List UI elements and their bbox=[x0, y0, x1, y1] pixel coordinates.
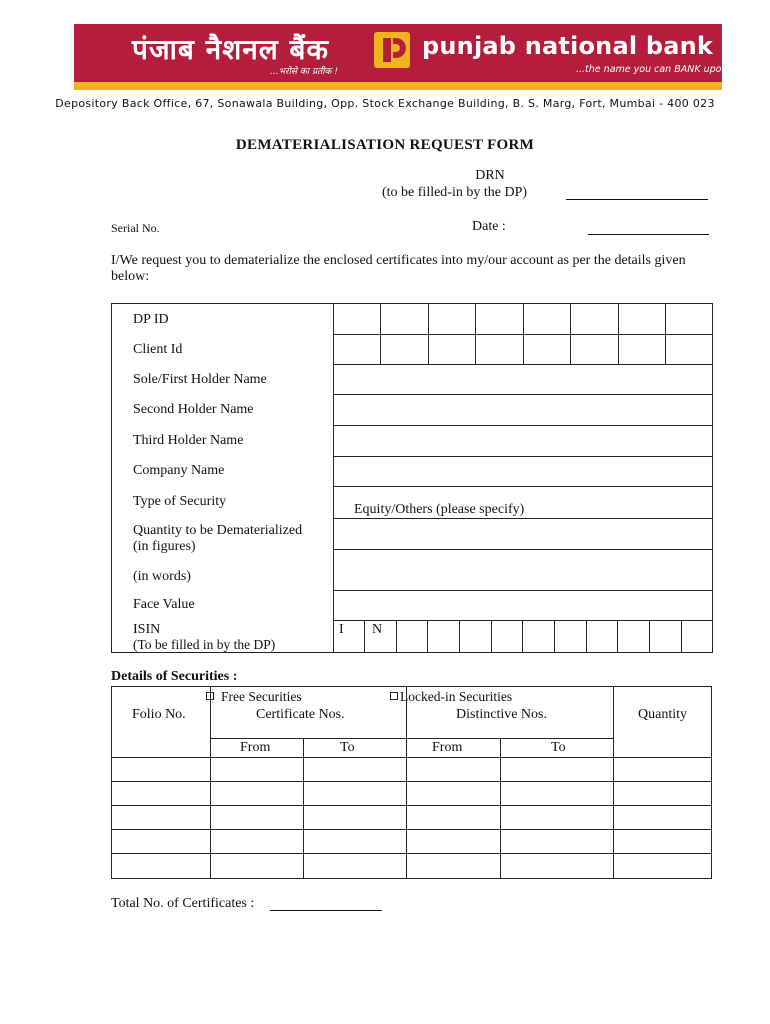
isin-prefix-n: N bbox=[372, 622, 383, 637]
isin-prefix-i: I bbox=[339, 622, 344, 637]
distinctive-header: Distinctive Nos. bbox=[456, 707, 547, 722]
second-holder-label: Second Holder Name bbox=[133, 402, 254, 417]
dp-id-label: DP ID bbox=[133, 312, 169, 327]
face-value-label: Face Value bbox=[133, 597, 195, 612]
table-row[interactable] bbox=[112, 806, 712, 830]
quantity-header: Quantity bbox=[638, 707, 687, 722]
company-name-label: Company Name bbox=[133, 463, 225, 478]
isin-note: (To be filled in by the DP) bbox=[133, 637, 276, 652]
client-id-label: Client Id bbox=[133, 342, 183, 357]
locked-securities-toggle[interactable] bbox=[388, 690, 400, 702]
drn-label: DRN bbox=[475, 168, 505, 183]
total-certificates-field[interactable] bbox=[270, 910, 382, 911]
free-securities-toggle[interactable] bbox=[204, 690, 216, 702]
folio-header: Folio No. bbox=[132, 707, 186, 722]
distinctive-to-header: To bbox=[551, 740, 566, 755]
certificate-header: Certificate Nos. bbox=[256, 707, 345, 722]
certificate-to-header: To bbox=[340, 740, 355, 755]
total-certificates-label: Total No. of Certificates : bbox=[111, 896, 255, 911]
certificate-from-header: From bbox=[240, 740, 271, 755]
serial-label: Serial No. bbox=[111, 221, 160, 235]
tagline-hindi: ...भरोसे का प्रतीक ! bbox=[270, 67, 338, 77]
qty-figures-label-2: (in figures) bbox=[133, 539, 196, 554]
bank-name-hindi: पंजाब नैशनल बैंक bbox=[132, 33, 330, 66]
tagline-english: ...the name you can BANK upon ! bbox=[576, 64, 735, 75]
table-row[interactable] bbox=[112, 854, 712, 878]
table-row[interactable] bbox=[112, 830, 712, 854]
distinctive-from-header: From bbox=[432, 740, 463, 755]
office-address: Depository Back Office, 67, Sonawala Building, Opp. Stock Exchange Building, B. S. Marg, Fort, Mumbai - 400 023 bbox=[55, 97, 715, 110]
isin-label: ISIN bbox=[133, 622, 161, 637]
bank-name-english: punjab national bank bbox=[422, 32, 714, 60]
first-holder-label: Sole/First Holder Name bbox=[133, 372, 267, 387]
securities-heading: Details of Securities : bbox=[111, 669, 238, 684]
form-title: DEMATERIALISATION REQUEST FORM bbox=[235, 137, 535, 153]
qty-words-label: (in words) bbox=[133, 569, 191, 584]
table-row[interactable] bbox=[112, 758, 712, 782]
date-label: Date : bbox=[472, 219, 506, 234]
locked-securities-label: Locked-in Securities bbox=[400, 689, 513, 704]
qty-figures-label-1: Quantity to be Dematerialized bbox=[133, 523, 303, 538]
request-intro: I/We request you to dematerialize the enclosed certificates into my/our account as per the details given below: bbox=[111, 253, 686, 284]
security-type-value: Equity/Others (please specify) bbox=[354, 502, 525, 517]
third-holder-label: Third Holder Name bbox=[133, 433, 244, 448]
security-type-label: Type of Security bbox=[133, 494, 227, 509]
table-row[interactable] bbox=[112, 782, 712, 806]
drn-note: (to be filled-in by the DP) bbox=[382, 185, 528, 200]
free-securities-label: Free Securities bbox=[221, 689, 302, 704]
